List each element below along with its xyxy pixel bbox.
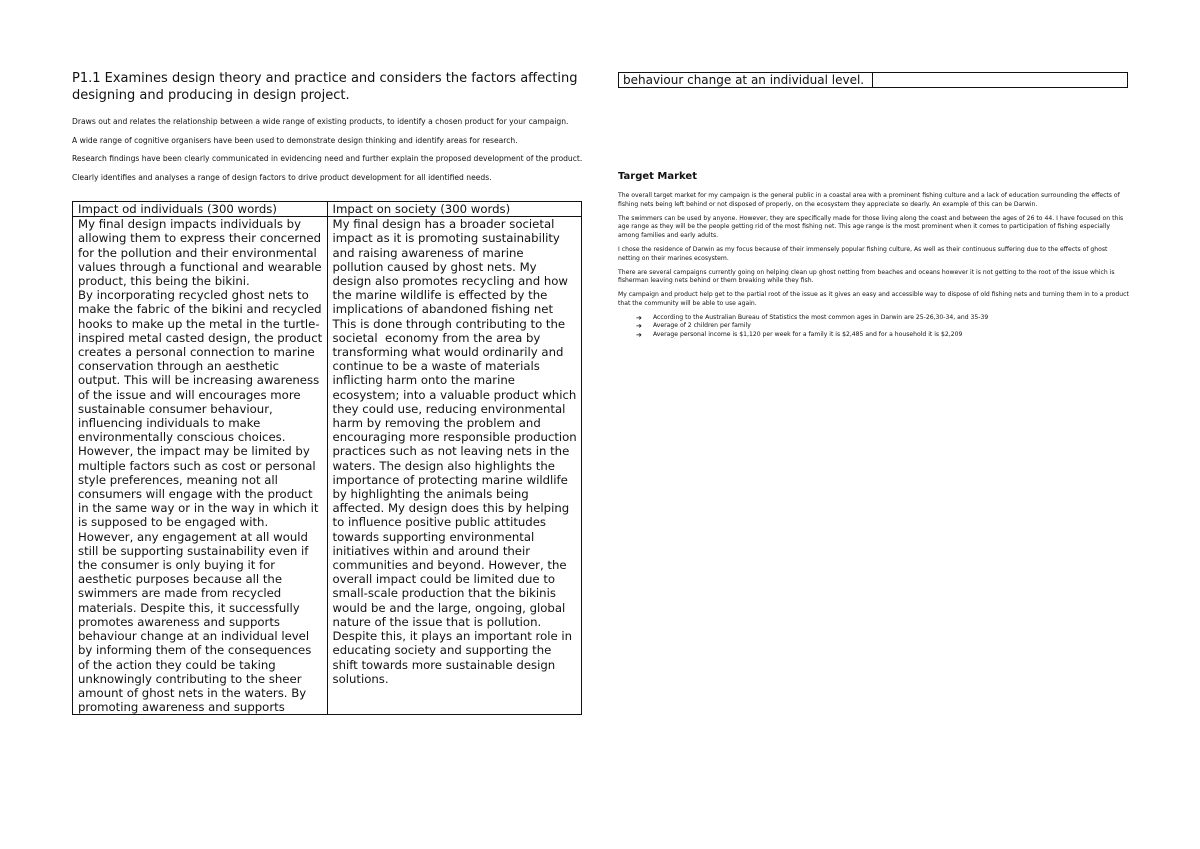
list-item [636,322,1130,330]
list-item [636,331,1130,339]
criteria-paragraph-2: A wide range of cognitive organisers have been used to demonstrate design thinking and identify areas for research. [72,135,518,145]
impact-table-header-row [73,202,582,217]
impact-table [72,201,582,715]
impact-table-body-row [73,217,582,715]
continued-table-row [619,73,1128,88]
right-page [618,72,1130,339]
target-paragraph-1: The overall target market for my campaign is the general public in a coastal area with a prominent fishing culture and a lack of education surrounding the effects of fishing nets being left behind or not disposed of properly, on the ecosystem they appreciate so dearly. An example of this can be Darwin. [618,192,1120,208]
arrow-icon: ➔ [636,322,642,331]
continued-empty-cell [873,73,1128,88]
impact-society-cell [327,217,582,715]
target-market-title: Target Market [618,171,697,182]
impact-individuals-cell [73,217,328,715]
impact-society-text: My final design has a broader societal impact as it is promoting sustainability and raising awareness of marine pollution caused by ghost nets. My design also promotes recycling and how the marine wildlife is effected by the implications of abandoned fishing net This is done through contributing to the societal economy from the area by transforming what would ordinarily and continue to be a waste of materials inflicting harm onto the marine ecosystem; into a valuable product which they could use, reducing environmental harm by removing the problem and encouraging more responsible production practices such as not leaving nets in the waters. The design also highlights the importance of protecting marine wildlife by highlighting the animals being affected. My design does this by helping to influence positive public attitudes towards supporting environmental initiatives within and around their communities and beyond. However, the overall impact could be limited due to small-scale production that the bikinis would be and the large, ongoing, global nature of the issue that is pollution. Despite this, it plays an important role in educating society and supporting the shift towards more sustainable design solutions. [332,217,581,686]
criteria-paragraph-1: Draws out and relates the relationship between a wide range of existing products, to identify a chosen product for your campaign. [72,117,569,126]
impact-individuals-header: Impact od individuals (300 words) [73,202,328,217]
list-item-text: According to the Australian Bureau of Statistics the most common ages in Darwin are 25-26,30-34, and 35-39 [653,313,989,321]
arrow-icon: ➔ [636,330,642,339]
impact-individuals-text: My final design impacts individuals by allowing them to express their concerned for the pollution and their environmental values through a functional and wearable product, this being the bikini. By incorporating recycled ghost nets to make the fabric of the bikini and recycled hooks to make up the metal in the turtle-inspired metal casted design, the product creates a personal connection to marine conservation through an aesthetic output. This will be increasing awareness of the issue and will encourages more sustainable consumer behaviour, influencing individuals to make environmentally conscious choices. However, the impact may be limited by multiple factors such as cost or personal style preferences, meaning not all consumers will engage with the product in the same way or in the way in which it is supposed to be engaged with. However, any engagement at all would still be supporting sustainability even if the consumer is only buying it for aesthetic purposes because all the swimmers are made from recycled materials. Despite this, it successfully promotes awareness and supports behaviour change at an individual level by informing them of the consequences of the action they could be taking unknowingly contributing to the sheer amount of ghost nets in the waters. By promoting awareness and supports [78,217,323,715]
continued-table [618,72,1128,88]
target-paragraph-2: The swimmers can be used by anyone. However, they are specifically made for those living along the coast and between the ages of 26 to 44. I have focused on this age range as they will be the people getting rid of the most fishing net. This age range is the most prominent when it comes to participation of fishing especially among families and early adults. [618,214,1124,240]
continued-cell: behaviour change at an individual level. [619,73,873,88]
criteria-paragraph-3: Research findings have been clearly communicated in evidencing need and further explain the proposed development of the product. [72,154,583,163]
list-item-text: Average personal income is $1,120 per week for a family it is $2,485 and for a household it is $2,209 [653,330,963,338]
list-item [636,314,1130,322]
statistics-list [618,314,1130,339]
criteria-paragraph-4: Clearly identifies and analyses a range of design factors to drive product development for all identified needs. [72,172,492,182]
target-paragraph-4: There are several campaigns currently going on helping clean up ghost netting from beaches and oceans however it is not getting to the root of the issue which is fisherman leaving nets behind or them breaking while they fish. [618,268,1115,285]
list-item-text: Average of 2 children per family [653,322,751,330]
target-paragraph-5: My campaign and product help get to the partial root of the issue as it gives an easy and accessible way to dispose of old fishing nets and turning them in to a product that the community will be able to use again. [618,291,1129,307]
arrow-icon: ➔ [636,313,642,322]
target-paragraph-3: I chose the residence of Darwin as my focus because of their immensely popular fishing culture, As well as their continuous suffering due to the effects of ghost netting on their marines ecosystem. [618,245,1108,262]
page-heading: P1.1 Examines design theory and practice and considers the factors affecting designing and producing in design project. [72,71,578,103]
impact-society-header: Impact on society (300 words) [327,202,582,217]
left-page [72,70,584,715]
